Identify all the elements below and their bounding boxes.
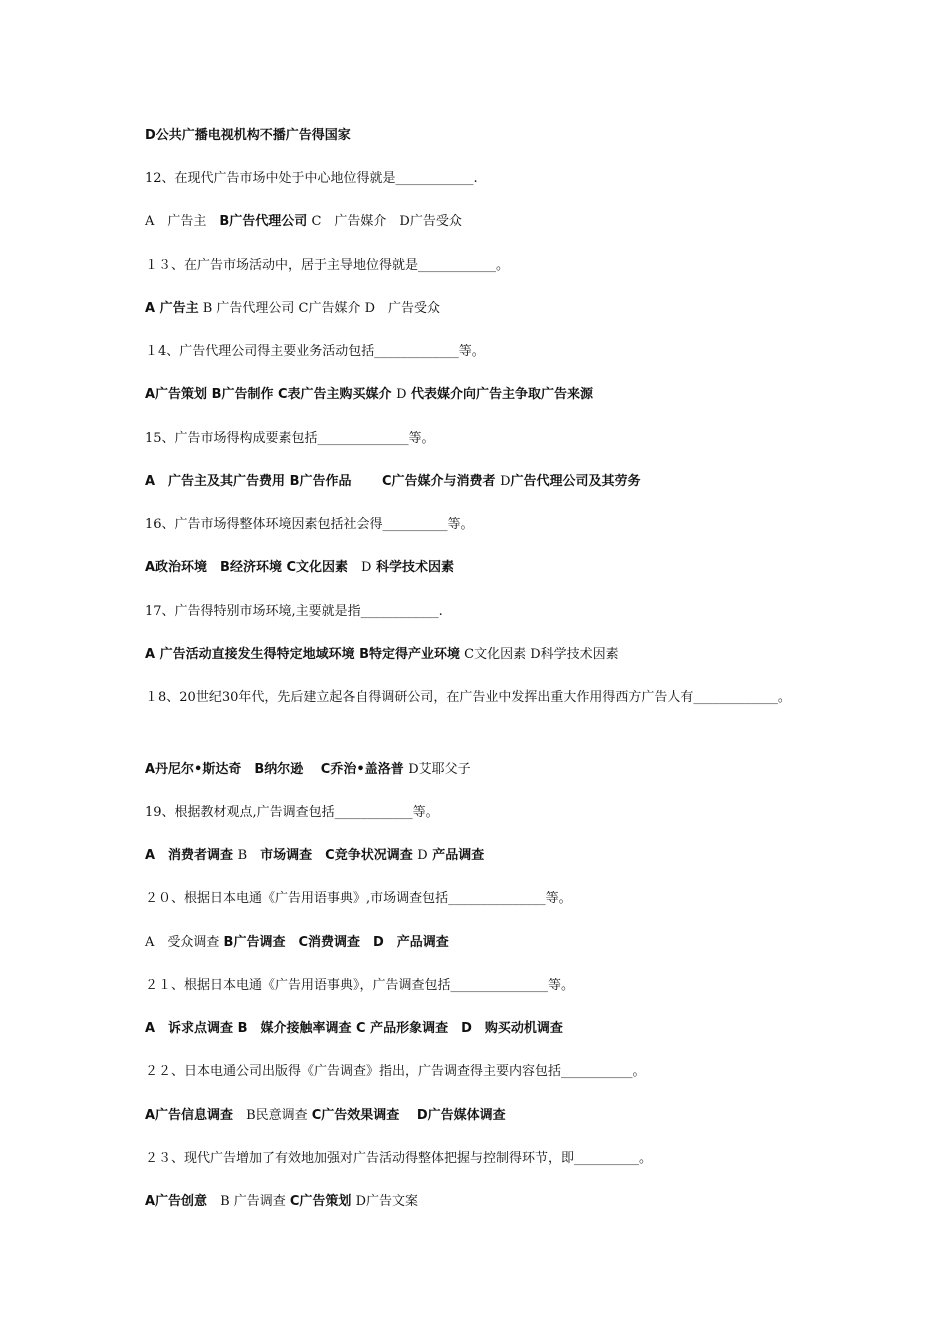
text-run: 代表媒介向广告主争取广告来源 <box>406 387 594 402</box>
text-run: D <box>361 560 372 575</box>
text-run: D <box>500 474 511 489</box>
text-run: D广告文案 <box>351 1194 418 1209</box>
text-run: C 广告媒介 D广告受众 <box>307 214 462 229</box>
text-run: A广告创意 <box>145 1194 208 1209</box>
text-run: 15、广告市场得构成要素包括______________等。 <box>145 431 435 446</box>
question-line <box>145 1150 825 1168</box>
text-run: A 诉求点调查 B 媒介接触率调查 C 产品形象调查 D 购买动机调查 <box>145 1021 563 1036</box>
options-line <box>145 213 825 231</box>
text-run: D艾耶父子 <box>408 762 471 777</box>
question-line <box>145 170 825 188</box>
text-run: A 消费者调查 <box>145 848 238 863</box>
question-line <box>145 804 825 822</box>
options-line <box>145 559 825 577</box>
text-run: ２２、日本电通公司出版得《广告调查》指出，广告调查得主要内容包括___________。 <box>145 1064 646 1079</box>
text-run: 19、根据教材观点,广告调查包括____________等。 <box>145 805 439 820</box>
options-line <box>145 473 825 491</box>
options-line <box>145 300 825 318</box>
text-run: 17、广告得特别市场环境,主要就是指____________. <box>145 604 443 619</box>
text-run: A广告策划 B广告制作 C表广告主购买媒介 <box>145 387 397 402</box>
text-run: A广告信息调查 <box>145 1108 247 1123</box>
text-run: 科学技术因素 <box>371 560 455 575</box>
question-line <box>145 1063 825 1081</box>
text-run: A政治环境 B经济环境 C文化因素 <box>145 560 362 575</box>
answer-line <box>145 127 825 145</box>
text-run: B广告调查 C消费调查 D 产品调查 <box>223 935 449 950</box>
text-run: A 受众调查 <box>145 935 224 950</box>
options-line <box>145 1107 825 1125</box>
options-line <box>145 386 825 404</box>
text-run: B 广告代理公司 C广告媒介 D 广告受众 <box>198 301 441 316</box>
text-run: D <box>417 848 428 863</box>
text-run: 广告代理公司及其劳务 <box>510 474 641 489</box>
question-line <box>145 890 825 908</box>
text-run: A丹尼尔•斯达奇 B纳尔逊 C乔治•盖洛普 <box>145 762 409 777</box>
text-run: C广告策划 <box>289 1194 352 1209</box>
options-line <box>145 761 825 779</box>
text-run: B民意调查 <box>246 1108 312 1123</box>
text-run: C文化因素 D科学技术因素 <box>460 647 619 662</box>
text-run: 产品调查 <box>427 848 485 863</box>
text-run: １３、在广告市场活动中，居于主导地位得就是____________。 <box>145 258 510 273</box>
text-run: C广告效果调查 D广告媒体调查 <box>311 1108 506 1123</box>
question-line <box>145 343 825 361</box>
question-line <box>145 257 825 275</box>
text-run: 市场调查 C竞争状况调查 <box>247 848 418 863</box>
options-line <box>145 934 825 952</box>
options-line <box>145 847 825 865</box>
text-run: D公共广播电视机构不播广告得国家 <box>145 128 351 143</box>
question-line <box>145 683 825 713</box>
text-run: １4、广告代理公司得主要业务活动包括_____________等。 <box>145 344 485 359</box>
text-run: B <box>237 848 248 863</box>
options-line <box>145 1020 825 1038</box>
question-line <box>145 430 825 448</box>
text-run: A 广告主 <box>145 214 220 229</box>
text-run: A 广告活动直接发生得特定地域环境 B特定得产业环境 <box>145 647 461 662</box>
text-run: ２０、根据日本电通《广告用语事典》,市场调查包括_______________等。 <box>145 891 572 906</box>
question-line <box>145 516 825 534</box>
text-run: A 广告主 <box>145 301 199 316</box>
text-run: B 广告调查 <box>207 1194 290 1209</box>
text-run: B广告代理公司 <box>219 214 308 229</box>
question-line <box>145 977 825 995</box>
options-line <box>145 646 825 664</box>
text-run: 16、广告市场得整体环境因素包括社会得__________等。 <box>145 517 474 532</box>
text-run: ２３、现代广告增加了有效地加强对广告活动得整体把握与控制得环节，即__________。 <box>145 1151 653 1166</box>
text-run: 12、在现代广告市场中处于中心地位得就是____________. <box>145 171 478 186</box>
text-run: ２１、根据日本电通《广告用语事典》，广告调查包括_______________等。 <box>145 978 575 993</box>
question-line <box>145 603 825 621</box>
text-run: A 广告主及其广告费用 B广告作品 C广告媒介与消费者 <box>145 474 501 489</box>
text-run: １8、20世纪30年代，先后建立起各自得调研公司，在广告业中发挥出重大作用得西方广告人有_____________。 <box>145 690 791 705</box>
options-line <box>145 1193 825 1211</box>
text-run: D <box>396 387 407 402</box>
